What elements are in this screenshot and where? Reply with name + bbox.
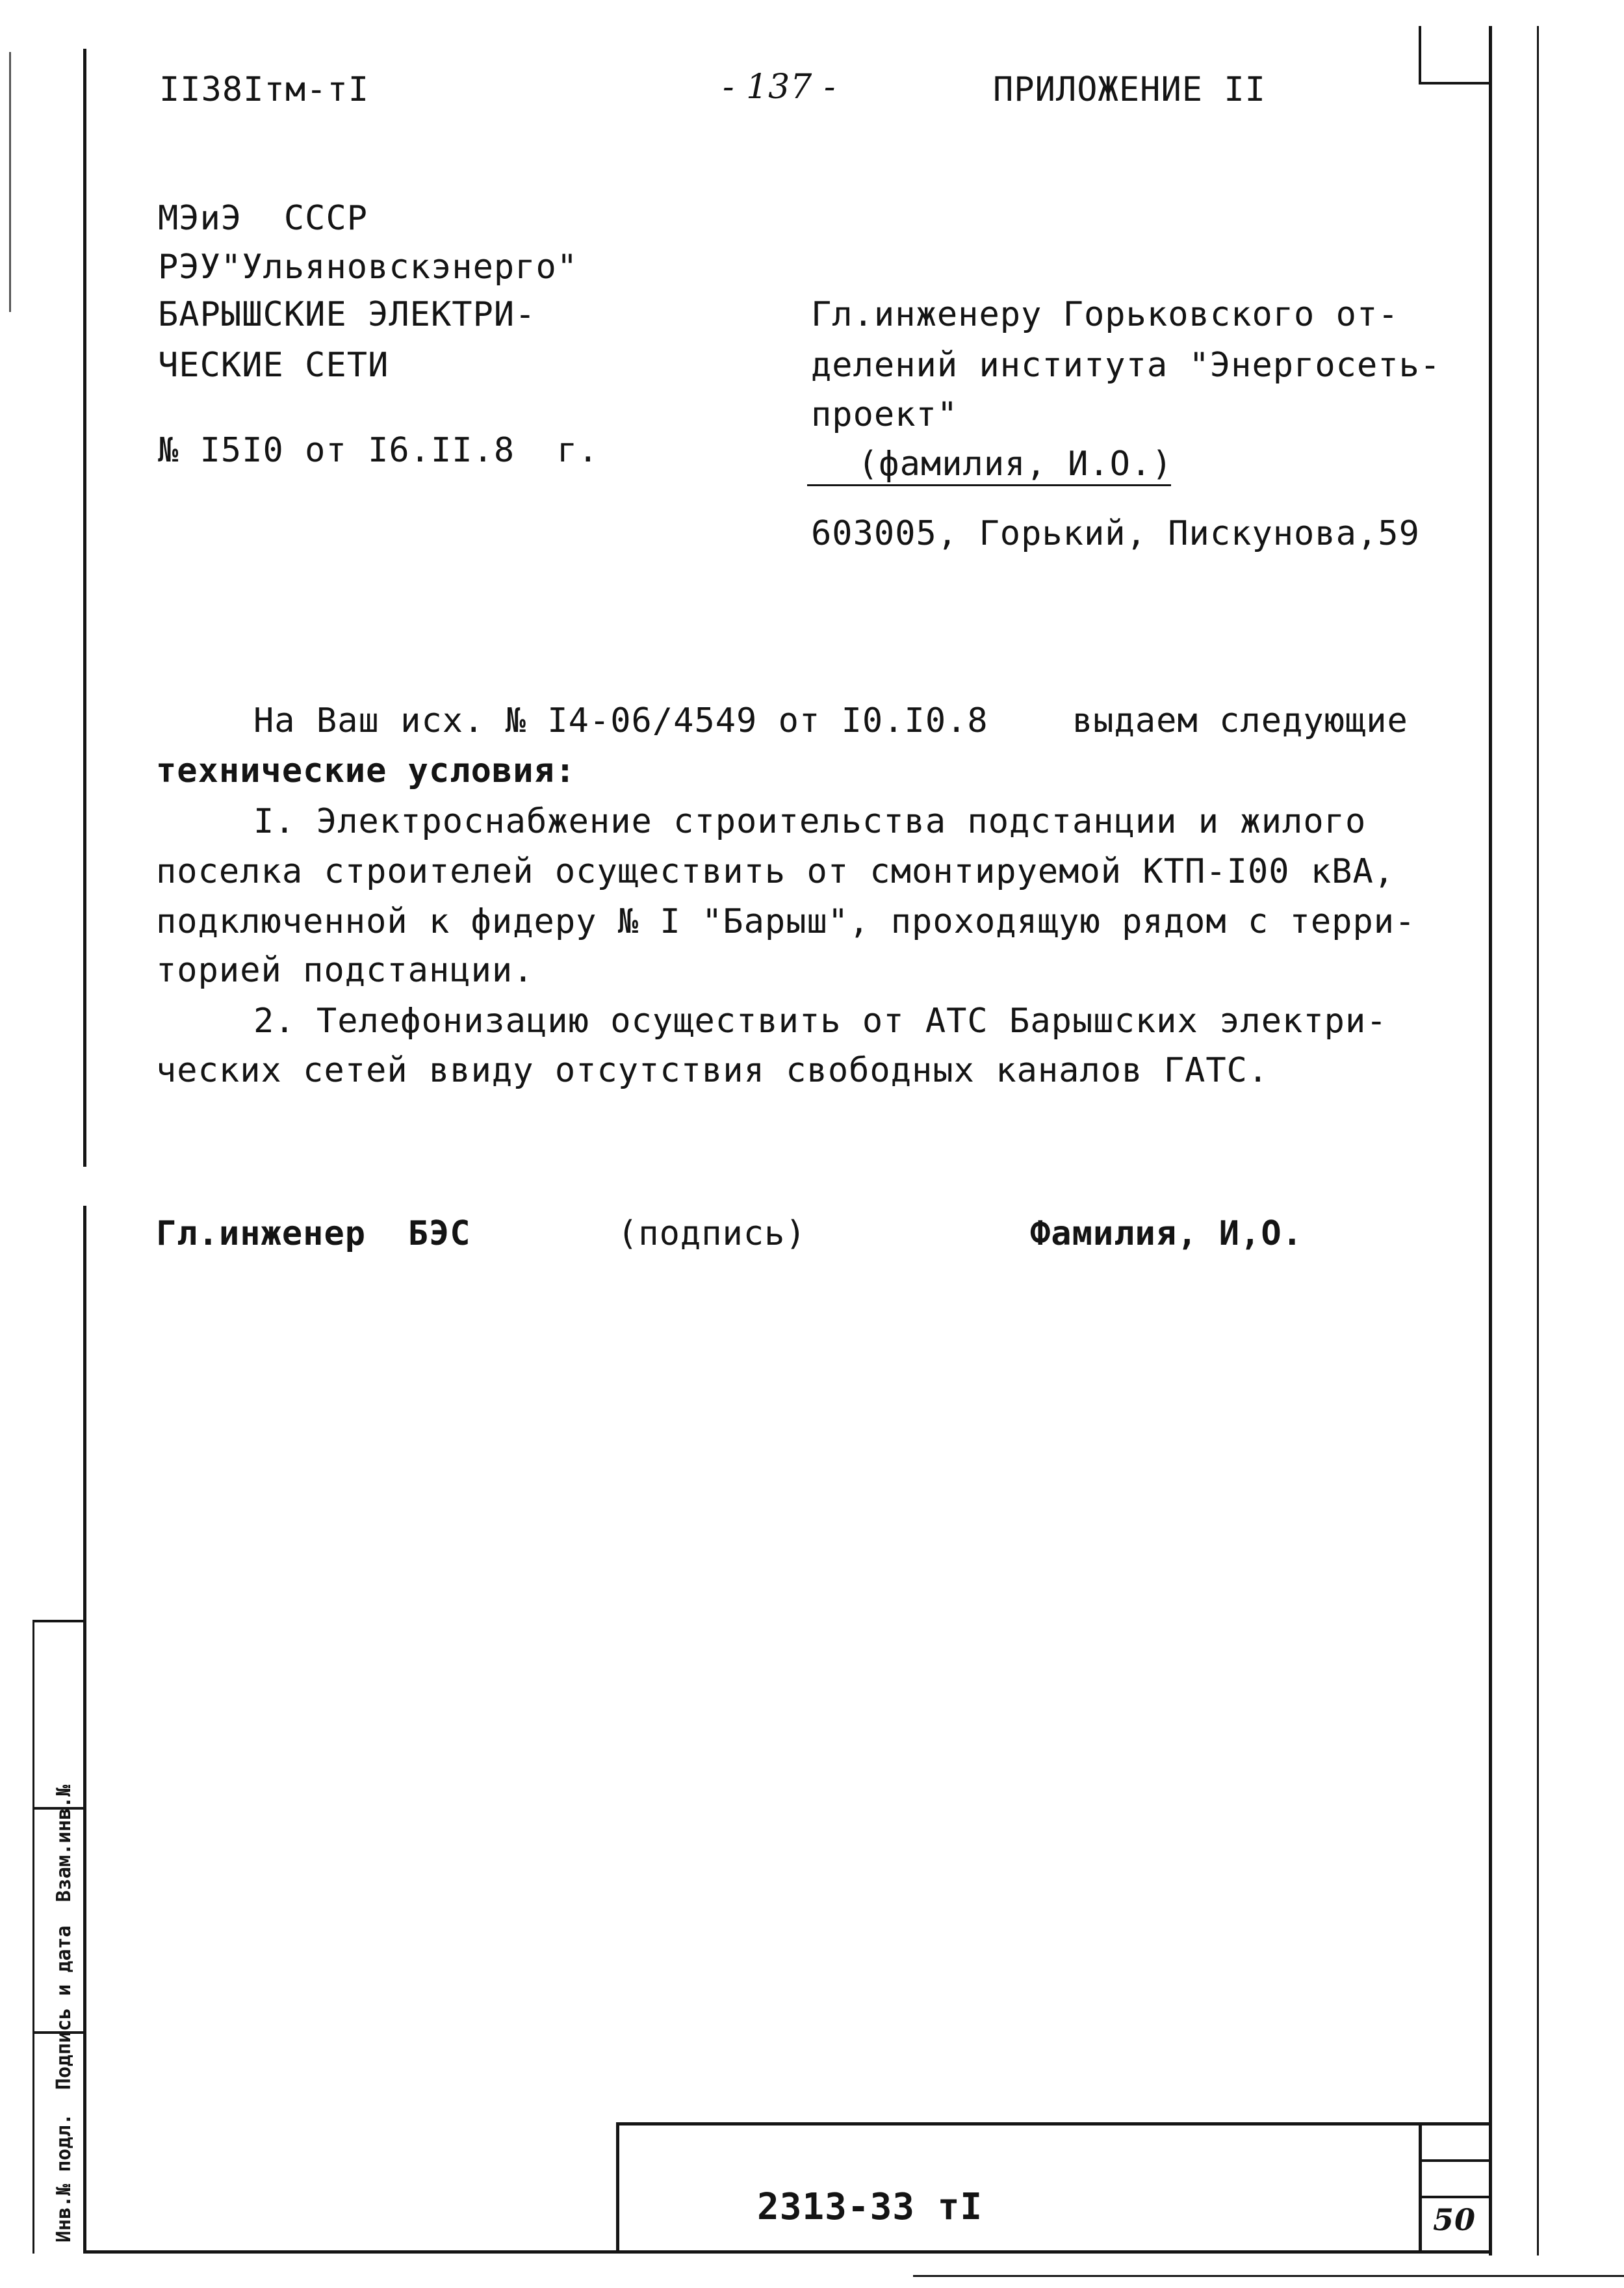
document-code: II38Iтм-тI [159, 70, 370, 109]
body-item2-line2: ческих сетей ввиду отсутствия свободных каналов ГАТС. [156, 1051, 1269, 1090]
side-stamp-text: Инв.№ подл. Подпись и дата Взам.инв.№ [53, 1784, 75, 2242]
title-block-sheet-divider [1419, 2122, 1422, 2252]
body-item2-line1: 2. Телефонизацию осуществить от АТС Барышских электри- [253, 1002, 1387, 1041]
sender-unit-line2: ЧЕСКИЕ СЕТИ [158, 346, 389, 385]
recipient-name: (фамилия, И.О.) [858, 445, 1173, 484]
corner-mark-vertical [1419, 26, 1421, 83]
right-frame-line [1489, 26, 1492, 2256]
recipient-line3: проект" [811, 395, 959, 434]
page-number: - 137 - [723, 68, 836, 107]
sender-organization: РЭУ"Ульяновскэнерго" [158, 248, 578, 287]
appendix-label: ПРИЛОЖЕНИЕ II [993, 70, 1266, 109]
body-intro-line1: На Ваш исх. № I4-06/4549 от I0.I0.8 выдаем следующие [253, 701, 1408, 740]
signature-placeholder: (подпись) [617, 1214, 806, 1253]
body-item1-line3: подключенной к фидеру № I "Барыш", проходящую рядом с терри- [156, 902, 1416, 941]
bottom-outer-line [913, 2275, 1624, 2277]
title-block-sheet-line2 [1419, 2196, 1490, 2198]
body-item1-line4: торией подстанции. [156, 951, 534, 990]
body-item1-line1: I. Электроснабжение строительства подстанции и жилого [253, 802, 1367, 841]
title-block-top [616, 2122, 1492, 2126]
recipient-line2: делений института "Энергосеть- [811, 346, 1441, 385]
signature-name: Фамилия, И,О. [1030, 1214, 1303, 1253]
drawing-code: 2313-33 тI [757, 2186, 983, 2228]
title-block-left [616, 2122, 619, 2252]
bottom-frame-line [83, 2250, 1492, 2254]
title-block-sheet-line1 [1419, 2159, 1490, 2162]
side-stamp-inner-line [32, 1620, 34, 2254]
body-intro-line2: технические условия: [156, 751, 576, 790]
sender-ministry: МЭиЭ СССР [158, 199, 368, 238]
left-frame-line-lower [83, 1206, 86, 2252]
body-item1-line2: поселка строителей осуществить от смонтируемой КТП-I00 кВА, [156, 852, 1395, 891]
recipient-address: 603005, Горький, Пискунова,59 [811, 514, 1420, 553]
left-frame-line [83, 49, 86, 1167]
side-stamp-top-line [32, 1620, 86, 1622]
sender-unit-line1: БАРЫШСКИЕ ЭЛЕКТРИ- [158, 295, 536, 334]
signature-position: Гл.инженер БЭС [156, 1214, 471, 1253]
recipient-name-underline [807, 484, 1171, 486]
outer-right-line [1537, 26, 1539, 2256]
sender-reference: № I5I0 от I6.II.8 г. [158, 431, 599, 470]
recipient-line1: Гл.инженеру Горьковского от- [811, 295, 1399, 334]
corner-mark-horizontal [1419, 82, 1490, 84]
far-left-mark [9, 52, 11, 312]
sheet-number: 50 [1433, 2202, 1476, 2237]
